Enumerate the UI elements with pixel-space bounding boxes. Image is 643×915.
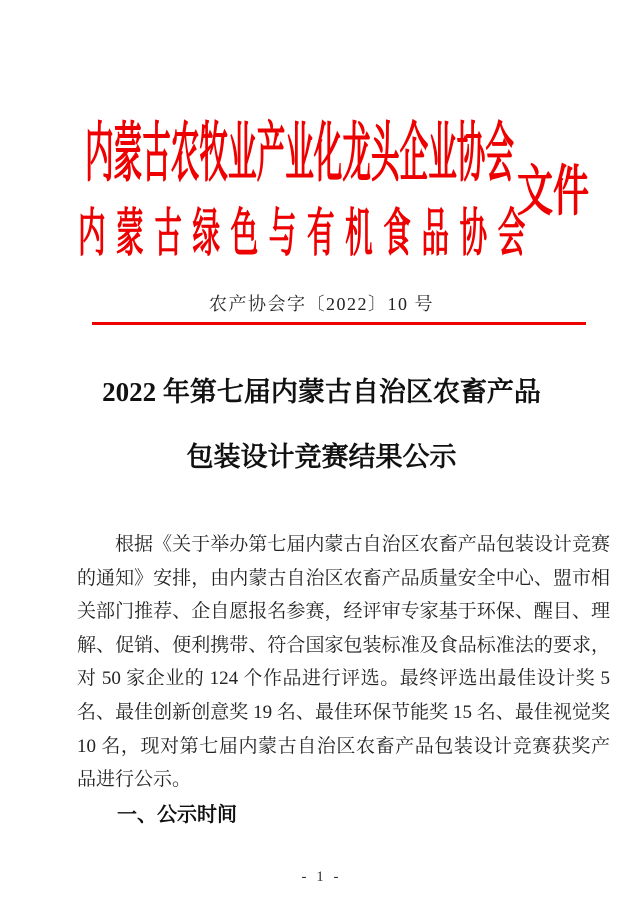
letterhead-doc-type-label: 文件 xyxy=(517,161,590,222)
body-text-line: 名、最佳创新创意奖 19 名、最佳环保节能奖 15 名、最佳视觉奖 xyxy=(77,701,610,723)
body-text-line: 解、促销、便利携带、符合国家包装标准及食品标准法的要求， xyxy=(77,634,610,656)
page-number: - 1 - xyxy=(301,869,342,885)
document-title-line-2: 包装设计竞赛结果公示 xyxy=(186,442,457,472)
body-text-line: 品进行公示。 xyxy=(77,769,192,791)
body-text-line: 的通知》安排，由内蒙古自治区农畜产品质量安全中心、盟市相 xyxy=(77,567,610,589)
body-text-line: 10 名，现对第七届内蒙古自治区农畜产品包装设计竞赛获奖产 xyxy=(77,735,610,757)
section-heading-publicity-time: 一、公示时间 xyxy=(117,803,237,826)
document-body xyxy=(77,528,610,832)
body-text-line: 根据《关于举办第七届内蒙古自治区农畜产品包装设计竞赛 xyxy=(115,534,610,555)
letterhead-org-line-2: 内蒙古绿色与有机食品协会 xyxy=(78,206,536,263)
body-text-line: 关部门推荐、企自愿报名参赛，经评审专家基于环保、醒目、理 xyxy=(77,601,610,623)
letterhead-org-line-1: 内蒙古农牧业产业化龙头企业协会 xyxy=(85,118,515,190)
body-text-line: 对 50 家企业的 124 个作品进行评选。最终评选出最佳设计奖 5 xyxy=(77,668,610,690)
document-title-line-1: 2022 年第七届内蒙古自治区农畜产品 xyxy=(102,377,541,407)
document-number: 农产协会字〔2022〕10 号 xyxy=(209,294,434,314)
red-divider-rule xyxy=(92,322,586,325)
